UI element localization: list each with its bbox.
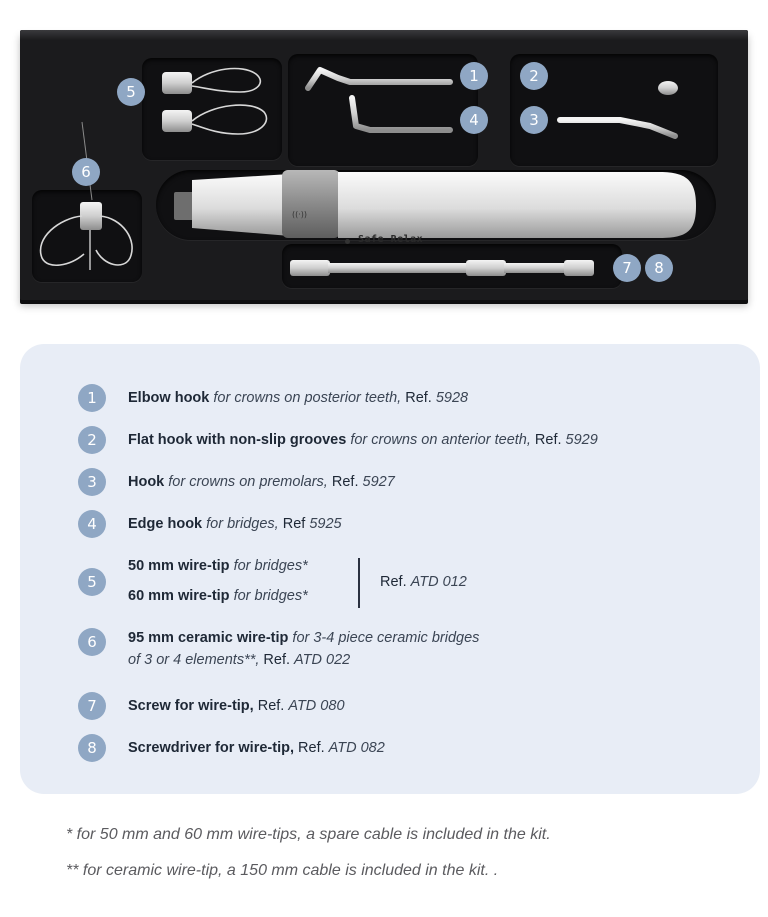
ref-code: ATD 022 (294, 652, 351, 668)
item-name: 50 mm wire-tip (128, 558, 230, 574)
wire-tip-50mm-icon (162, 68, 260, 94)
item-desc: for crowns on premolars, (168, 474, 328, 490)
legend-text-8 (128, 740, 385, 756)
ref-code: 5928 (435, 390, 469, 406)
item-desc: for 3-4 piece ceramic bridges (292, 630, 480, 646)
item-desc: for bridges* (233, 558, 308, 574)
ref-code: 5927 (362, 474, 395, 490)
legend-panel (20, 344, 760, 794)
tray-marker-4: 4 (460, 106, 488, 134)
brand-label: Safe Relax (358, 234, 424, 245)
legend-badge-5: 5 (78, 568, 106, 596)
ref-prefix: Ref. (298, 740, 325, 756)
ref-prefix: Ref. (380, 574, 407, 590)
legend-item-6 (20, 626, 760, 674)
legend-text-5b (128, 588, 308, 604)
ref-prefix: Ref. (534, 432, 562, 448)
item-desc-2: of 3 or 4 elements**, (128, 652, 260, 668)
ceramic-wire-tip-icon (41, 122, 133, 270)
ref-prefix: Ref (282, 516, 306, 532)
legend-badge-3: 3 (78, 468, 106, 496)
legend-item-3 (20, 468, 760, 496)
legend-badge-8: 8 (78, 734, 106, 762)
tray-marker-7: 7 (613, 254, 641, 282)
item-name: Elbow hook (128, 390, 210, 406)
item-desc: for bridges* (233, 588, 308, 604)
edge-hook-icon (352, 98, 450, 130)
tray-marker-3: 3 (520, 106, 548, 134)
item-name: Screw for wire-tip, (128, 698, 254, 714)
item-desc: for bridges, (206, 516, 279, 532)
ref-code: 5925 (309, 516, 342, 532)
elbow-hook-icon (308, 70, 450, 88)
item-desc: for crowns on posterior teeth, (213, 390, 402, 406)
legend-ref-5 (380, 574, 467, 590)
item-desc: for crowns on anterior teeth, (350, 432, 531, 448)
bracket-divider (358, 558, 360, 608)
tray-marker-8: 8 (645, 254, 673, 282)
brand-dot (345, 239, 350, 244)
legend-text-1 (128, 390, 468, 406)
handpiece-icon (174, 170, 696, 238)
ref-prefix: Ref. (257, 698, 285, 714)
svg-text:((·)): ((·)) (292, 210, 308, 219)
footnote-1: * for 50 mm and 60 mm wire-tips, a spare cable is included in the kit. (66, 826, 551, 843)
ref-prefix: Ref. (263, 652, 291, 668)
legend-badge-4: 4 (78, 510, 106, 538)
legend-text-6b (128, 652, 350, 668)
item-name: Screwdriver for wire-tip, (128, 740, 294, 756)
wire-tip-60mm-icon (162, 105, 266, 134)
legend-badge-6: 6 (78, 628, 106, 656)
premolar-hook-icon (560, 120, 675, 136)
legend-text-4 (128, 516, 342, 532)
ref-code: ATD 082 (328, 740, 385, 756)
legend-item-7 (20, 692, 760, 720)
tray-marker-5: 5 (117, 78, 145, 106)
legend-item-1 (20, 384, 760, 412)
ref-prefix: Ref. (331, 474, 359, 490)
tray-marker-2: 2 (520, 62, 548, 90)
legend-text-2 (128, 432, 598, 448)
item-name: 60 mm wire-tip (128, 588, 230, 604)
screwdriver-icon (290, 260, 594, 276)
legend-item-4 (20, 510, 760, 538)
ref-prefix: Ref. (405, 390, 432, 406)
tray-marker-1: 1 (460, 62, 488, 90)
item-name: Edge hook (128, 516, 203, 532)
kit-tray-image (20, 30, 748, 300)
legend-item-2 (20, 426, 760, 454)
legend-text-6a (128, 630, 479, 646)
legend-badge-7: 7 (78, 692, 106, 720)
item-name: Flat hook with non-slip grooves (128, 432, 347, 448)
item-name: 95 mm ceramic wire-tip (128, 630, 289, 646)
tray-marker-6: 6 (72, 158, 100, 186)
legend-text-3 (128, 474, 395, 490)
legend-text-7 (128, 698, 345, 714)
flat-hook-icon (560, 81, 678, 95)
item-name: Hook (128, 474, 165, 490)
ref-code: ATD 012 (410, 574, 467, 590)
ref-code: 5929 (565, 432, 598, 448)
legend-badge-2: 2 (78, 426, 106, 454)
legend-item-5 (20, 554, 760, 610)
legend-badge-1: 1 (78, 384, 106, 412)
ref-code: ATD 080 (288, 698, 345, 714)
legend-item-8 (20, 734, 760, 762)
footnote-2: ** for ceramic wire-tip, a 150 mm cable is included in the kit. . (66, 862, 499, 879)
legend-text-5a (128, 558, 308, 574)
